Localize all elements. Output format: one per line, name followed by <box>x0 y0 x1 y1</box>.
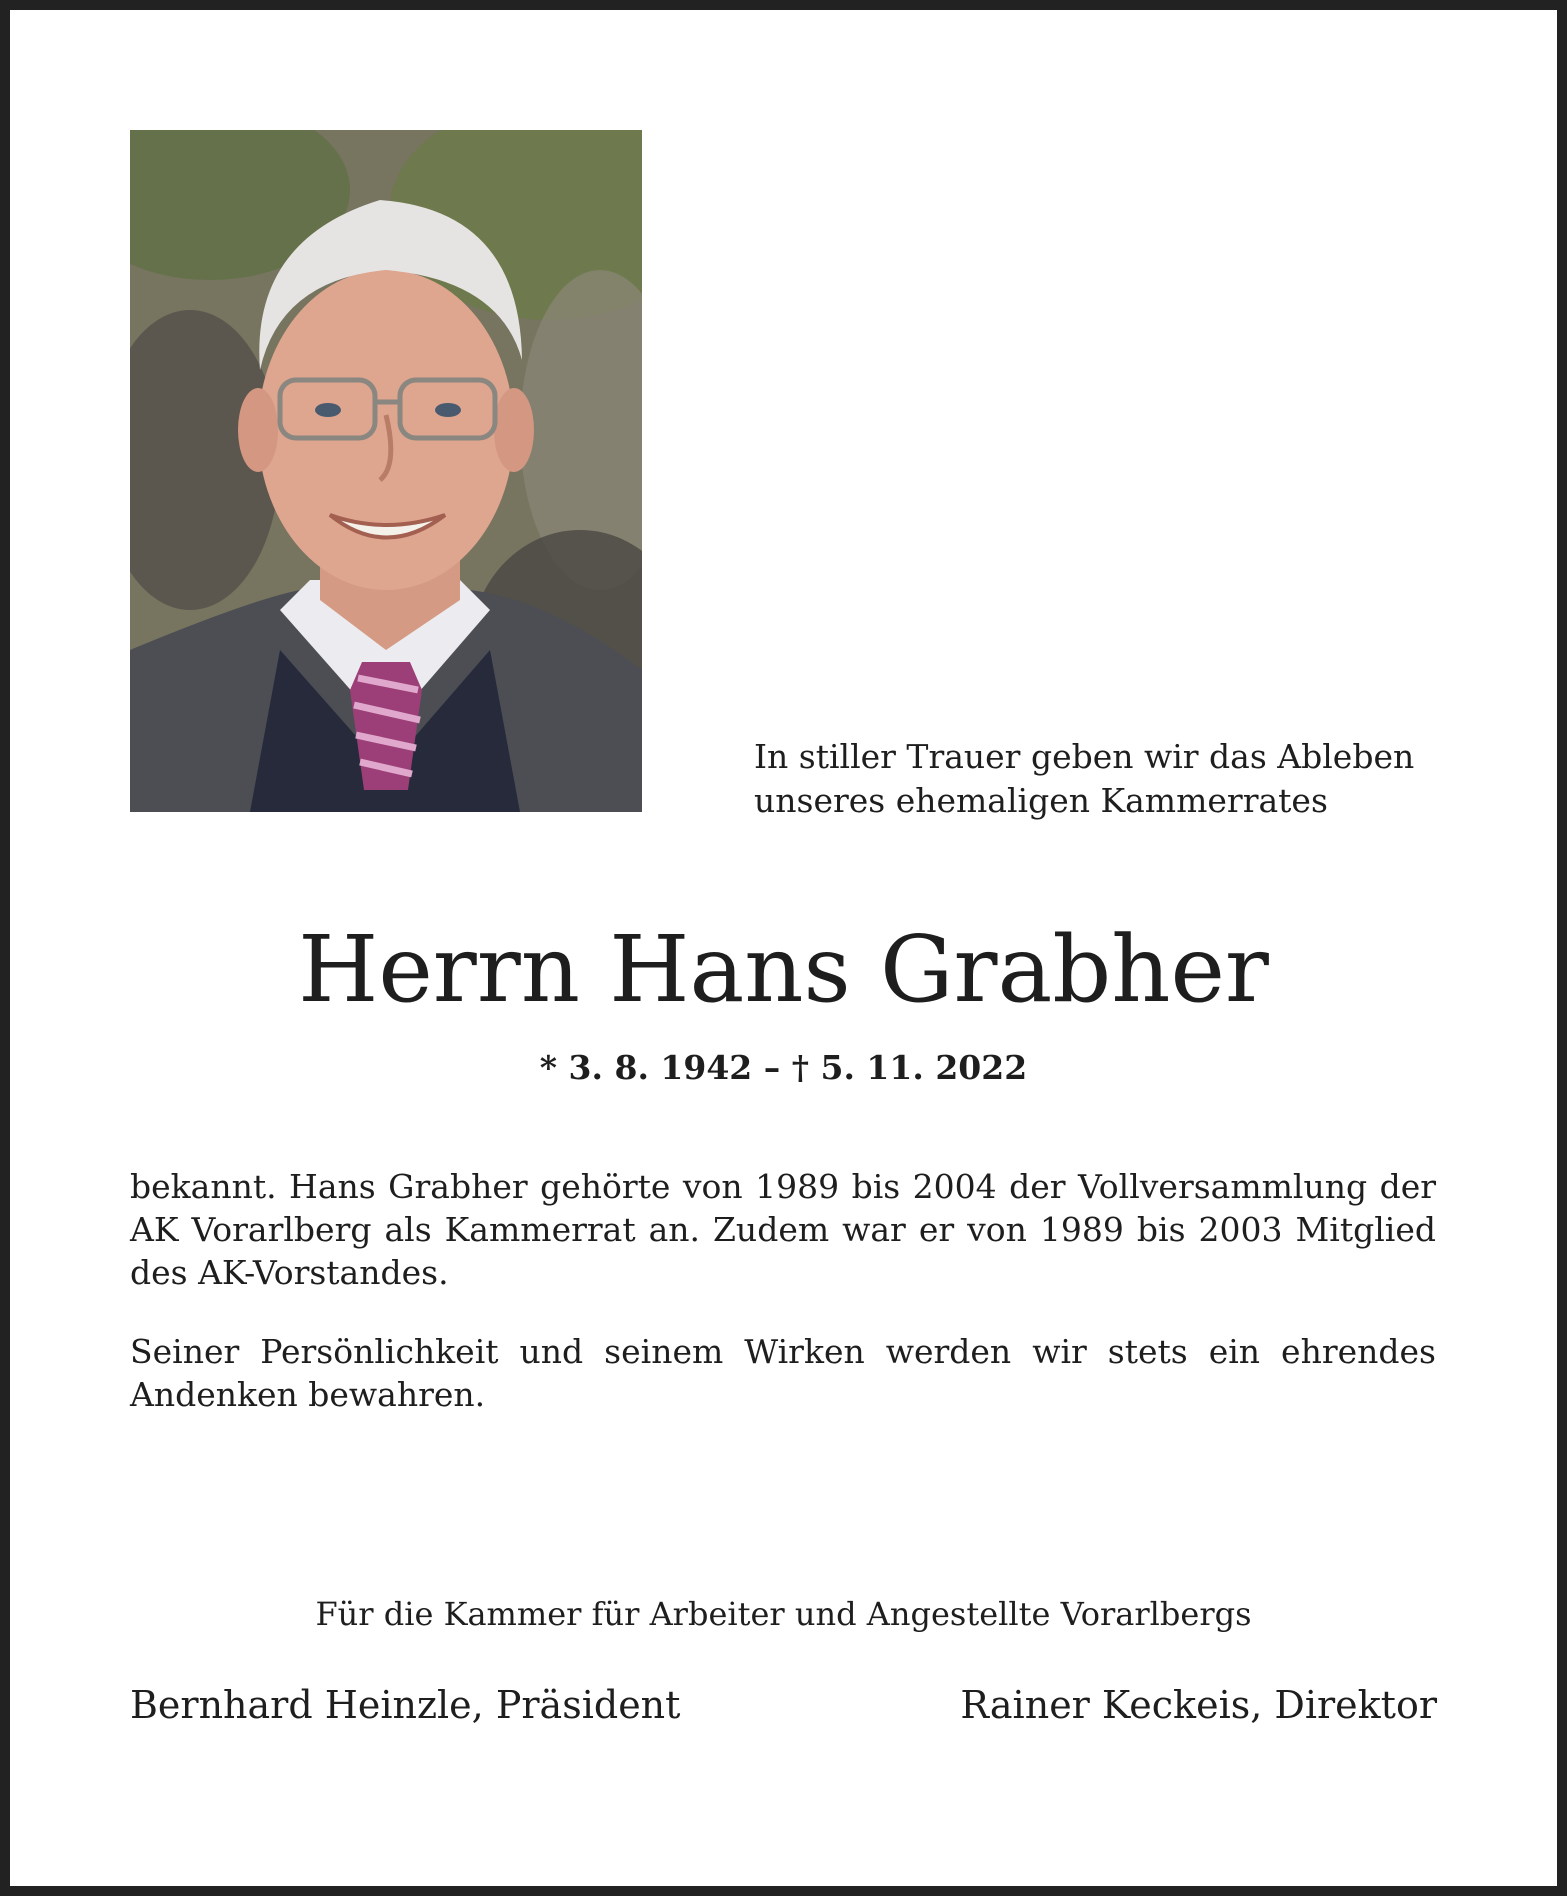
obituary-body <box>130 1165 1436 1416</box>
paragraph-gap <box>130 1294 1436 1330</box>
obituary-page <box>10 10 1557 1886</box>
paragraph1-line-1: bekannt. Hans Grabher gehörte von 1989 bis 2004 der Vollversammlung der <box>130 1167 1436 1206</box>
signature-president: Bernhard Heinzle, Präsident <box>130 1683 681 1727</box>
signature-director: Rainer Keckeis, Direktor <box>960 1683 1437 1727</box>
intro-text <box>754 735 1454 823</box>
life-dates: * 3. 8. 1942 – † 5. 11. 2022 <box>539 1048 1028 1087</box>
deceased-name: Herrn Hans Grabher <box>298 916 1269 1023</box>
intro-line-1: In stiller Trauer geben wir das Ableben <box>754 737 1415 776</box>
portrait-photo <box>130 130 642 812</box>
paragraph2-line-1: Seiner Persönlichkeit und seinem Wirken werden wir stets ein ehrendes <box>130 1332 1436 1371</box>
paragraph1-line-3: des AK-Vorstandes. <box>130 1253 449 1292</box>
intro-line-2: unseres ehemaligen Kammerrates <box>754 781 1328 820</box>
paragraph2-line-2: Andenken bewahren. <box>130 1375 486 1414</box>
organization-line: Für die Kammer für Arbeiter und Angestellte Vorarlbergs <box>315 1595 1252 1633</box>
paragraph1-line-2: AK Vorarlberg als Kammerrat an. Zudem war er von 1989 bis 2003 Mitglied <box>130 1210 1436 1249</box>
